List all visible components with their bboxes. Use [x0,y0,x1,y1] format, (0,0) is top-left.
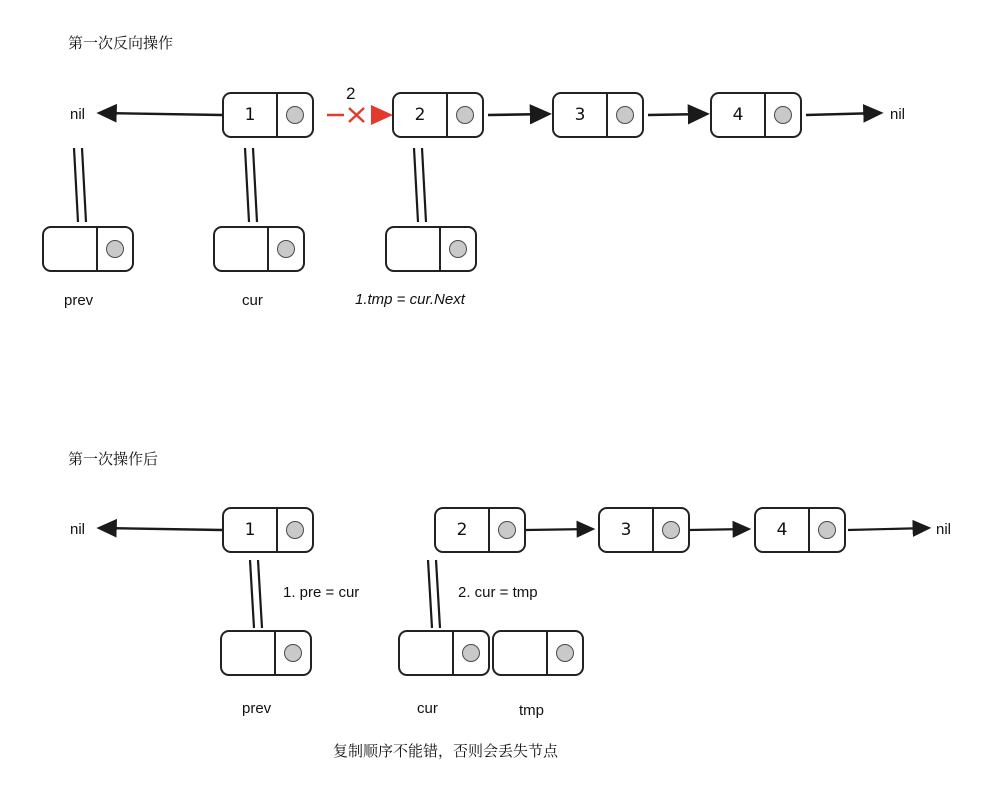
section-title-top: 第一次反向操作 [68,34,174,52]
pointer-dot-icon [774,106,792,124]
node-value [44,228,96,270]
pointer-label-prev: prev [242,700,272,717]
pointer-dot-icon [818,521,836,539]
node-pointer-cell [652,509,688,551]
pointer-node-cur [398,630,490,676]
pointer-label-tmp: tmp [519,702,545,719]
pointer-node-prev [220,630,312,676]
node-value [387,228,439,270]
list-node [434,507,526,553]
node-pointer-cell [446,94,482,136]
step1-label: 1. pre = cur [283,584,360,601]
list-node [754,507,846,553]
node-pointer-cell [439,228,475,270]
node-value [222,632,274,674]
list-node [598,507,690,553]
node-value: 2 [456,520,468,540]
bottom-nil-right-label: nil [936,521,952,538]
node-value [215,228,267,270]
node-value: 4 [732,105,744,125]
node-value: 2 [414,105,426,125]
pointer-label-cur: cur [242,292,263,309]
list-node [222,507,314,553]
node-value: 1 [244,520,256,540]
step2-label: 2. cur = tmp [458,584,538,601]
top-step-marker: 2 [346,84,356,103]
pointer-dot-icon [449,240,467,258]
node-value: 3 [574,105,586,125]
node-value: 3 [620,520,632,540]
node-pointer-cell [274,632,310,674]
top-nil-left-label: nil [70,106,86,123]
node-pointer-cell [764,94,800,136]
pointer-dot-icon [284,644,302,662]
bottom-nil-left-label: nil [70,521,86,538]
pointer-dot-icon [498,521,516,539]
tmp-assignment-label: 1.tmp = cur.Next [355,291,465,308]
node-value: 1 [244,105,256,125]
list-node [222,92,314,138]
node-pointer-cell [96,228,132,270]
pointer-dot-icon [106,240,124,258]
list-node [552,92,644,138]
node-pointer-cell [452,632,488,674]
pointer-dot-icon [286,521,304,539]
pointer-dot-icon [616,106,634,124]
node-value [400,632,452,674]
node-value: 4 [776,520,788,540]
node-pointer-cell [808,509,844,551]
node-pointer-cell [546,632,582,674]
pointer-dot-icon [456,106,474,124]
top-nil-right-label: nil [890,106,906,123]
pointer-node-tmp [492,630,584,676]
pointer-label-prev: prev [64,292,94,309]
bottom-note: 复制顺序不能错，否则会丢失节点 [333,742,559,760]
node-value [494,632,546,674]
pointer-node-prev [42,226,134,272]
list-node [710,92,802,138]
pointer-node-tmp [385,226,477,272]
pointer-dot-icon [462,644,480,662]
node-pointer-cell [606,94,642,136]
node-pointer-cell [276,509,312,551]
section-title-bottom: 第一次操作后 [68,450,159,468]
node-pointer-cell [267,228,303,270]
node-pointer-cell [488,509,524,551]
pointer-node-cur [213,226,305,272]
pointer-dot-icon [286,106,304,124]
pointer-label-cur: cur [417,700,438,717]
node-pointer-cell [276,94,312,136]
list-node [392,92,484,138]
pointer-dot-icon [556,644,574,662]
pointer-dot-icon [662,521,680,539]
pointer-dot-icon [277,240,295,258]
